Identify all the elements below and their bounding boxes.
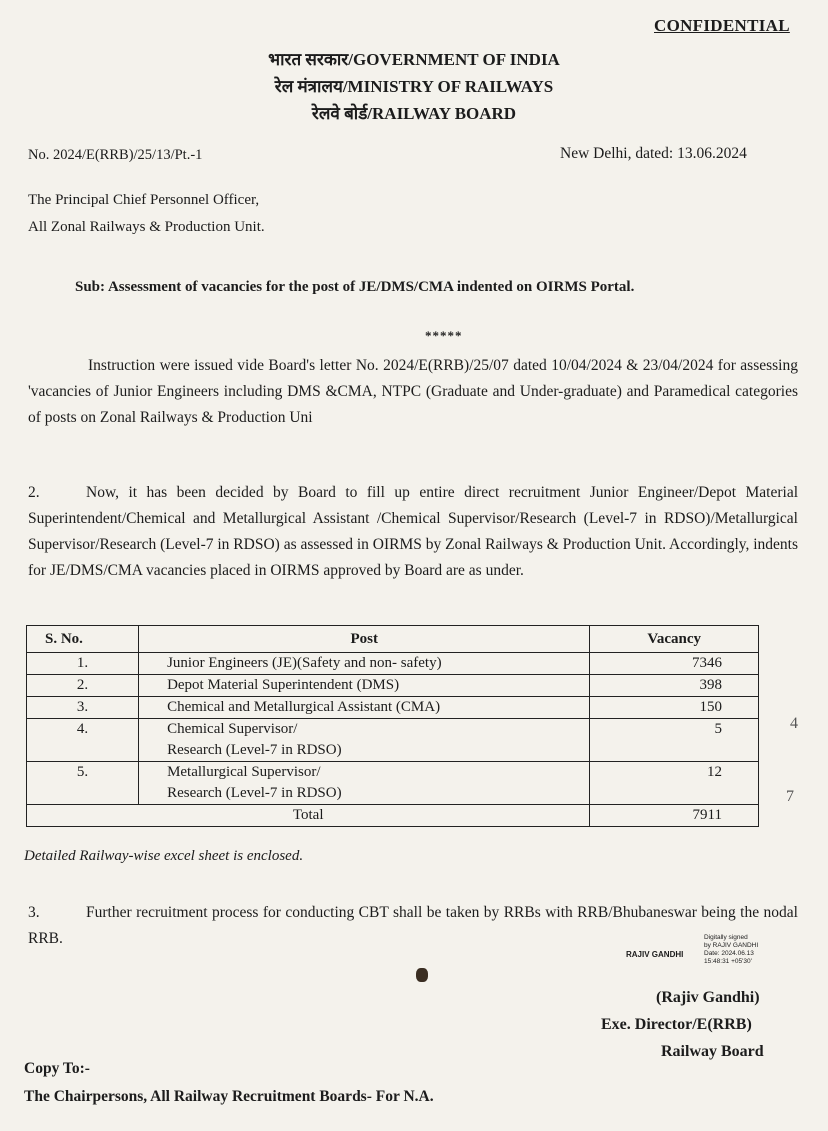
table-row <box>27 653 759 675</box>
digital-signature-details <box>704 934 784 966</box>
row-sno: 2. <box>27 675 139 697</box>
digital-signature-line-1: Digitally signed <box>704 934 748 941</box>
row-post: Junior Engineers (JE)(Safety and non- safety) <box>139 653 590 675</box>
row-post-line-2: Research (Level-7 in RDSO) <box>167 785 342 801</box>
copy-to-label: Copy To:- <box>24 1060 90 1077</box>
row-sno: 4. <box>27 719 139 762</box>
row-vacancy: 150 <box>590 697 759 719</box>
copy-to-recipient: The Chairpersons, All Railway Recruitment Boards- For N.A. <box>24 1088 434 1105</box>
paragraph-2-number: 2. <box>28 484 40 501</box>
header-government: भारत सरकार/GOVERNMENT OF INDIA <box>268 50 560 69</box>
table-total-row <box>27 805 759 827</box>
ink-stamp-mark <box>416 968 428 982</box>
table-header-row <box>27 626 759 653</box>
row-sno: 5. <box>27 762 139 805</box>
header-sno: S. No. <box>27 626 139 653</box>
letter-date: New Delhi, dated: 13.06.2024 <box>560 145 747 162</box>
row-vacancy: 7346 <box>590 653 759 675</box>
table-row <box>27 719 759 762</box>
separator-stars: ***** <box>425 328 463 343</box>
paragraph-3-text: Further recruitment process for conducting CBT shall be taken by RRBs with RRB/Bhubaneswar being the nodal RRB. <box>28 904 798 947</box>
header-post: Post <box>139 626 590 653</box>
row-post <box>139 719 590 762</box>
table-row <box>27 762 759 805</box>
paragraph-3-number: 3. <box>28 904 40 921</box>
row-post-line-1: Metallurgical Supervisor/ <box>167 764 321 780</box>
vacancy-table <box>26 625 759 827</box>
subject <box>75 274 795 300</box>
total-label: Total <box>27 805 590 827</box>
header-ministry: रेल मंत्रालय/MINISTRY OF RAILWAYS <box>274 77 554 96</box>
row-sno: 3. <box>27 697 139 719</box>
subject-text: Assessment of vacancies for the post of JE/DMS/CMA indented on OIRMS Portal. <box>107 279 635 295</box>
signatory-office: Railway Board <box>661 1043 764 1060</box>
subject-label: Sub: <box>75 279 106 295</box>
paragraph-2 <box>28 480 798 584</box>
paragraph-1-text: Instruction were issued vide Board's letter No. 2024/E(RRB)/25/07 dated 10/04/2024 & 23/04/2024 for assessing 'vacancies of Junior Engineers including DMS &CMA, NTPC (Graduate and Under-graduate) and Paramedical categories of posts on Zonal Railways & Production Uni <box>28 357 798 426</box>
confidential-label: CONFIDENTIAL <box>654 16 790 35</box>
paragraph-1 <box>28 353 798 431</box>
row-vacancy: 5 <box>590 719 759 762</box>
paragraph-2-text: Now, it has been decided by Board to fill up entire direct recruitment Junior Engineer/Depot Material Superintendent/Chemical and Metallurgical Assistant /Chemical Supervisor/Research (Level-7 in RDSO)/Metallurgical Supervisor/Research (Level-7 in RDSO) as assessed in OIRMS by Zonal Railways & Production Unit. Accordingly, indents for JE/DMS/CMA vacancies placed in OIRMS approved by Board are as under. <box>28 484 799 579</box>
table-row <box>27 675 759 697</box>
row-post <box>139 762 590 805</box>
digital-signature-line-3: Date: 2024.06.13 <box>704 950 754 957</box>
digital-signature <box>626 934 786 980</box>
signatory-designation: Exe. Director/E(RRB) <box>601 1016 752 1033</box>
digital-signature-line-2: by RAJIV GANDHI <box>704 942 759 949</box>
row-sno: 1. <box>27 653 139 675</box>
margin-handwritten-mark: 7 <box>786 788 794 805</box>
row-post-line-2: Research (Level-7 in RDSO) <box>167 742 342 758</box>
addressee-line-2: All Zonal Railways & Production Unit. <box>28 219 265 235</box>
row-vacancy: 12 <box>590 762 759 805</box>
digital-signature-name: RAJIV GANDHI <box>626 950 684 959</box>
row-vacancy: 398 <box>590 675 759 697</box>
table-row <box>27 697 759 719</box>
letter-number: No. 2024/E(RRB)/25/13/Pt.-1 <box>28 147 203 163</box>
addressee-line-1: The Principal Chief Personnel Officer, <box>28 192 260 208</box>
margin-handwritten-mark: 4 <box>790 715 798 732</box>
row-post: Chemical and Metallurgical Assistant (CMA) <box>139 697 590 719</box>
row-post: Depot Material Superintendent (DMS) <box>139 675 590 697</box>
row-post-line-1: Chemical Supervisor/ <box>167 721 298 737</box>
header-board: रेलवे बोर्ड/RAILWAY BOARD <box>311 104 517 123</box>
total-value: 7911 <box>590 805 759 827</box>
digital-signature-line-4: 15:48:31 +05'30' <box>704 958 752 965</box>
signatory-name: (Rajiv Gandhi) <box>656 989 760 1006</box>
enclosure-note: Detailed Railway-wise excel sheet is enclosed. <box>24 848 304 864</box>
header-vacancy: Vacancy <box>590 626 759 653</box>
